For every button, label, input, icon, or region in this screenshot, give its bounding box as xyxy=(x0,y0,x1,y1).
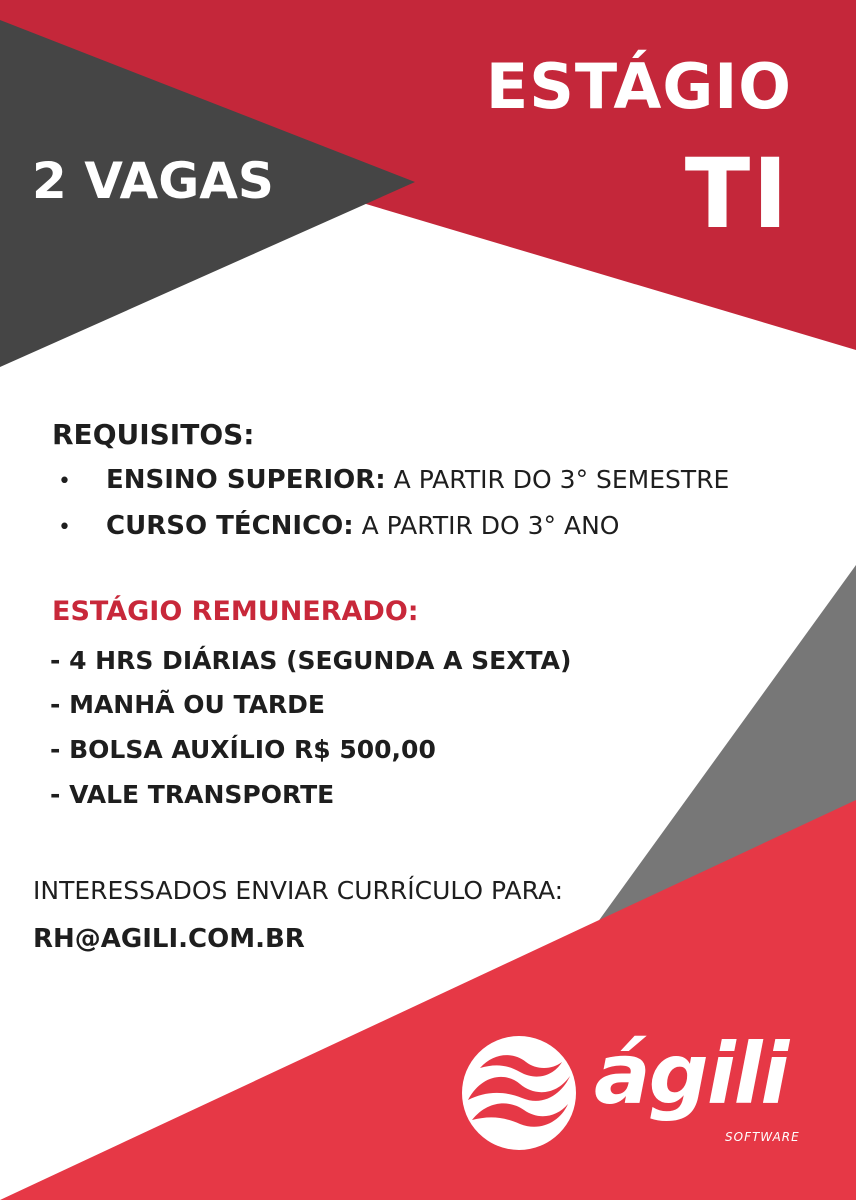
contact-email[interactable]: RH@AGILI.COM.BR xyxy=(33,924,305,954)
vacancies-count: 2 VAGAS xyxy=(32,152,274,210)
requirement-label: ENSINO SUPERIOR: xyxy=(106,465,386,495)
benefit-item: - BOLSA AUXÍLIO R$ 500,00 xyxy=(50,735,436,764)
title-estagio: ESTÁGIO xyxy=(485,50,792,123)
benefit-item: - 4 HRS DIÁRIAS (SEGUNDA A SEXTA) xyxy=(50,646,572,675)
bullet-icon: • xyxy=(58,515,71,540)
requirement-item xyxy=(58,465,729,495)
contact-instructions: INTERESSADOS ENVIAR CURRÍCULO PARA: xyxy=(33,876,564,905)
benefit-item: - VALE TRANSPORTE xyxy=(50,780,335,809)
logo-wordmark: ágili xyxy=(594,1025,788,1123)
requirement-label: CURSO TÉCNICO: xyxy=(106,511,354,541)
requirements-heading: REQUISITOS: xyxy=(52,418,255,451)
title-ti: TI xyxy=(684,138,790,250)
paid-internship-heading: ESTÁGIO REMUNERADO: xyxy=(52,596,419,627)
logo-tagline: SOFTWARE xyxy=(725,1130,800,1144)
requirement-item xyxy=(58,511,619,541)
bullet-icon: • xyxy=(58,469,71,494)
requirement-text: A PARTIR DO 3° ANO xyxy=(353,511,620,540)
swirl-logo-icon xyxy=(460,1034,578,1152)
benefit-item: - MANHÃ OU TARDE xyxy=(50,690,325,719)
requirement-text: A PARTIR DO 3° SEMESTRE xyxy=(385,465,730,494)
